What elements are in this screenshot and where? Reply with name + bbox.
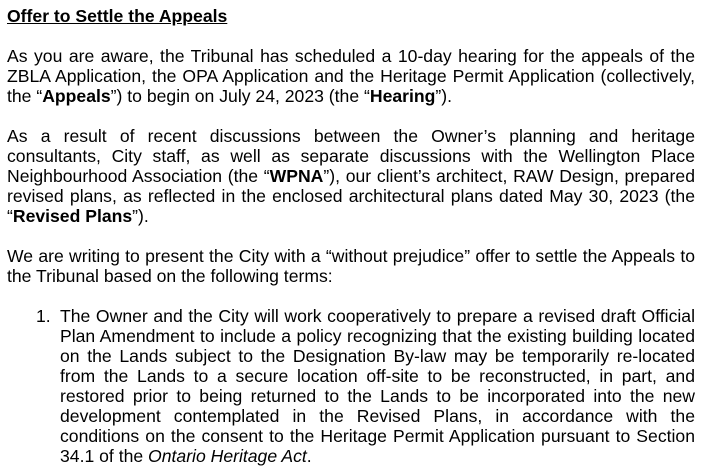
paragraph-text: ”) to begin on July 24, 2023 (the “ <box>110 86 370 106</box>
paragraph-text: As you are aware, the Tribunal has scheduled a 10-day hearing for the appeals of the ZBLA Application, the OPA Application and the Heritage Permit Application (collectively, the “ <box>7 46 695 106</box>
defined-term-wpna: WPNA <box>269 166 324 186</box>
defined-term-appeals: Appeals <box>42 86 111 106</box>
paragraph-revised-plans <box>7 126 695 226</box>
paragraph-text: As a result of recent discussions between the Owner’s planning and heritage consultants, City staff, as well as separate discussions with the Wellington Place Neighbourhood Association (the “ <box>7 126 695 186</box>
list-item-text: . <box>306 446 312 466</box>
list-item-number: 1. <box>36 306 51 326</box>
list-item <box>7 306 695 466</box>
defined-term-hearing: Hearing <box>369 86 436 106</box>
statute-name: Ontario Heritage Act <box>148 446 307 466</box>
defined-term-revised-plans: Revised Plans <box>12 206 133 226</box>
paragraph-text: ”), our client’s architect, RAW Design, prepared revised plans, as reflected in the enclosed architectural plans dated May 30, 2023 (the “ <box>7 166 695 226</box>
section-heading: Offer to Settle the Appeals <box>7 6 228 26</box>
paragraph-text: ”). <box>435 86 452 106</box>
document-page <box>7 6 695 466</box>
paragraph-text: We are writing to present the City with a “without prejudice” offer to settle the Appeals to the Tribunal based on the following terms: <box>7 246 695 286</box>
paragraph-text: ”). <box>132 206 149 226</box>
list-item-text: The Owner and the City will work cooperatively to prepare a revised draft Official Plan Amendment to include a policy recognizing that the existing building located on the Lands subject to the Designation By-law may be temporarily re-located from the Lands to a secure location off-site to be reconstructed, in part, and restored prior to being returned to the Lands to be incorporated into the new development contemplated in the Revised Plans, in accordance with the conditions on the consent to the Heritage Permit Application pursuant to Section 34.1 of the <box>60 306 695 466</box>
terms-list <box>7 306 695 466</box>
paragraph-hearing <box>7 46 695 106</box>
paragraph-offer <box>7 246 695 286</box>
